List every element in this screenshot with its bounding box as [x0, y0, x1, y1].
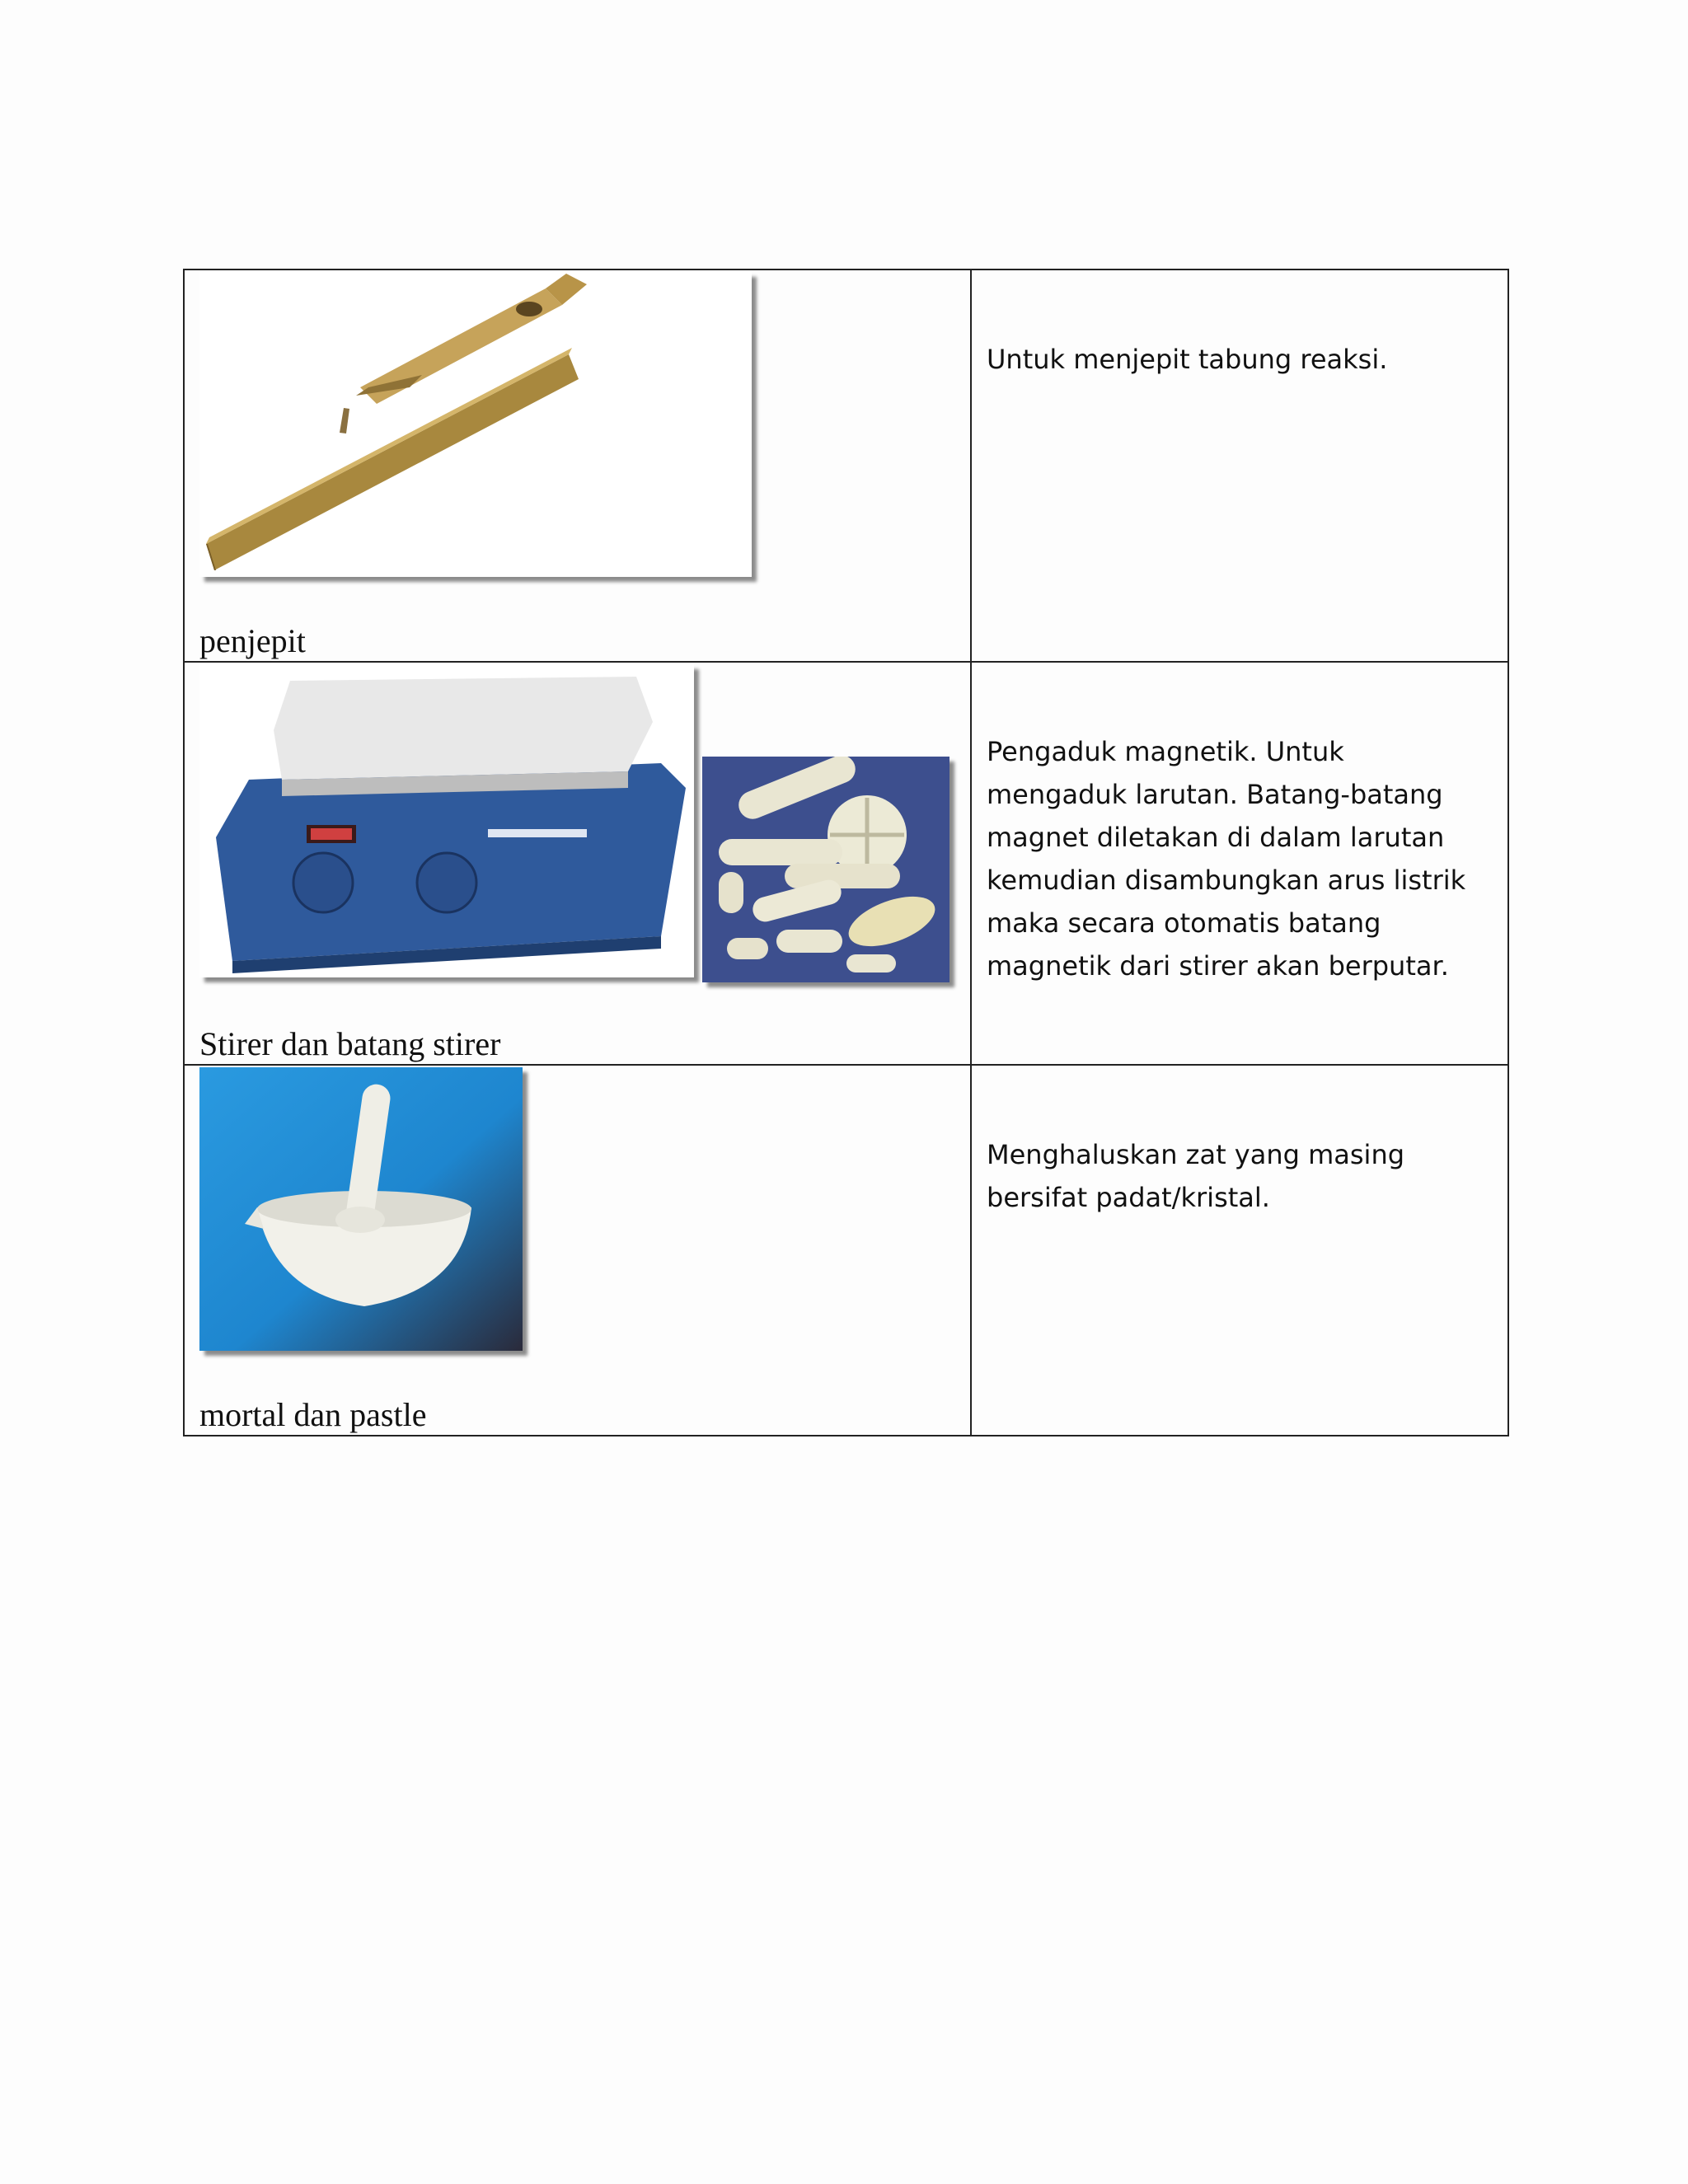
description-cell — [971, 269, 1508, 662]
table-row — [184, 662, 1508, 1065]
tool-description: Menghaluskan zat yang masing bersifat padat/kristal. — [987, 1139, 1405, 1213]
tool-label: mortal dan pastle — [199, 1396, 427, 1433]
clamp-image — [199, 272, 752, 577]
image-cell — [184, 662, 971, 1065]
tool-description: Pengaduk magnetik. Untuk mengaduk larutan. Batang-batang magnet diletakan di dalam larutan kemudian disambungkan arus listrik maka secara otomatis batang magnetik dari stirer akan berputar. — [987, 736, 1466, 982]
table-row — [184, 1065, 1508, 1436]
tool-label: Stirer dan batang stirer — [199, 1025, 501, 1062]
mortar-pestle-image — [199, 1067, 523, 1351]
tool-description: Untuk menjepit tabung reaksi. — [987, 344, 1388, 375]
tool-label: penjepit — [199, 622, 306, 659]
table-row — [184, 269, 1508, 662]
description-cell — [971, 1065, 1508, 1436]
lab-tools-table — [183, 269, 1509, 1436]
image-cell — [184, 1065, 971, 1436]
stirrer-image — [199, 664, 694, 977]
image-cell — [184, 269, 971, 662]
stir-bars-image — [702, 757, 950, 982]
description-cell — [971, 662, 1508, 1065]
